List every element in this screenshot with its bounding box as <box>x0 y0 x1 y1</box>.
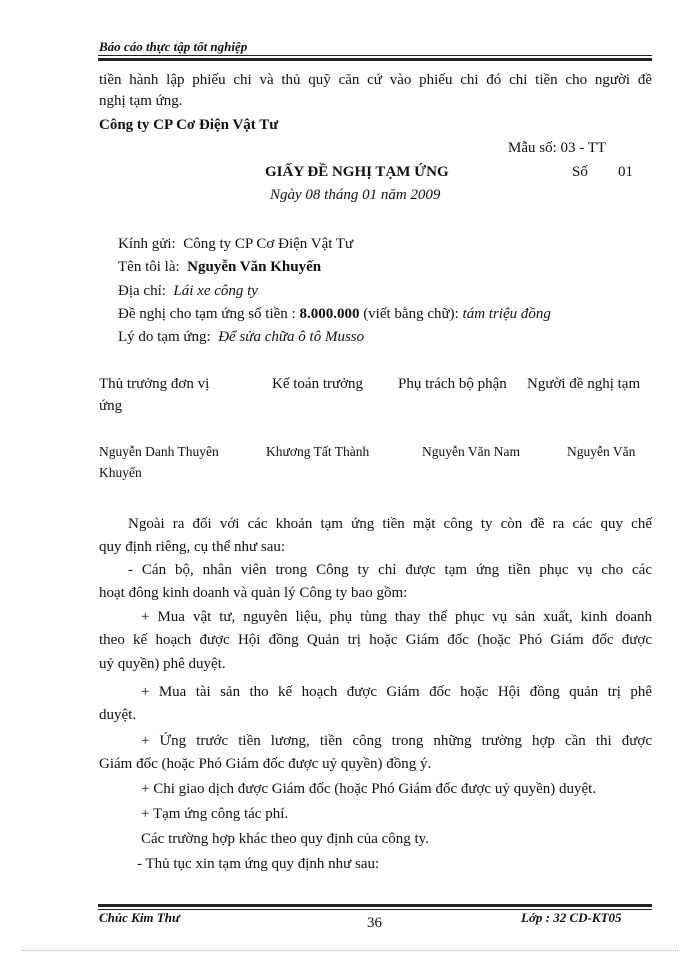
sig-name-wrap: Khuyến <box>99 465 142 480</box>
field-reason-value: Để sửa chữa ô tô Musso <box>218 329 365 345</box>
para-9: - Thủ tục xin tạm ứng quy định như sau: <box>137 856 380 872</box>
field-to-label: Kính gửi: <box>118 236 176 252</box>
sig-title-chief-accountant: Kế toán trưởng <box>272 376 364 392</box>
para-4-line-1: + Mua tài sản tho kế hoạch được Giám đốc hoặc Hội đồng quản trị phê <box>141 684 652 700</box>
field-amount-words-value: tám triệu đồng <box>462 306 551 322</box>
para-1-line-1: Ngoài ra đối với các khoản tạm ứng tiền mặt công ty còn đề ra các quy chế <box>128 516 652 532</box>
para-5-line-1: + Ứng trước tiền lương, tiền công trong những trường hợp cần thi được <box>141 733 652 749</box>
field-amount-words-label: (viết bằng chữ): <box>363 306 459 322</box>
field-name-value: Nguyễn Văn Khuyến <box>187 259 322 275</box>
field-address-value: Lái xe công ty <box>173 283 258 299</box>
page-header-title: Báo cáo thực tập tốt nghiệp <box>99 39 248 54</box>
field-name <box>118 259 321 276</box>
para-4-line-2: duyệt. <box>99 707 137 723</box>
form-title: GIẤY ĐỀ NGHỊ TẠM ỨNG <box>265 164 449 180</box>
field-to-value: Công ty CP Cơ Điện Vật Tư <box>183 236 354 252</box>
sig-title-wrap: ứng <box>99 398 123 414</box>
page-bottom-dotted-rule <box>22 950 678 951</box>
para-3-line-2: theo kế hoạch được Hội đồng Quản trị hoặc Giám đốc (hoặc Phó Giám đốc được <box>99 632 652 648</box>
footer-rule-thick <box>98 904 652 907</box>
para-6: + Chi giao dịch được Giám đốc (hoặc Phó Giám đốc được uỷ quyền) duyệt. <box>141 781 597 797</box>
sig-title-dept-head: Phụ trách bộ phận <box>398 376 507 392</box>
sig-title-requester: Người đề nghị tạm <box>527 376 641 392</box>
para-3-line-1: + Mua vật tư, nguyên liệu, phụ tùng thay thế phục vụ sản xuất, kinh doanh <box>141 609 652 625</box>
company-name: Công ty CP Cơ Điện Vật Tư <box>99 117 279 133</box>
form-date: Ngày 08 tháng 01 năm 2009 <box>270 187 441 203</box>
para-3-line-3: uỷ quyền) phê duyệt. <box>99 656 226 672</box>
field-name-label: Tên tôi là: <box>118 259 180 275</box>
sig-name-dept-head: Nguyễn Văn Nam <box>422 444 520 459</box>
field-amount-value: 8.000.000 <box>299 306 360 322</box>
sig-title-head: Thủ trưởng đơn vị <box>99 376 210 392</box>
form-code: Mẫu số: 03 - TT <box>508 140 607 156</box>
field-address <box>118 283 258 300</box>
field-amount <box>118 306 551 323</box>
para-5-line-2: Giám đốc (hoặc Phó Giám đốc được uỷ quyền) đồng ý. <box>99 756 432 772</box>
sig-name-requester: Nguyễn Văn <box>567 444 636 459</box>
footer-page-number: 36 <box>367 915 382 931</box>
field-amount-label: Đề nghị cho tạm ứng số tiền : <box>118 306 296 322</box>
field-to <box>118 236 353 253</box>
form-number-value: 01 <box>618 164 633 180</box>
form-number-label: Số <box>572 164 588 180</box>
intro-line-1: tiền hành lập phiếu chi và thủ quỹ căn cứ vào phiếu chi đó chi tiền cho người đề <box>99 72 652 88</box>
field-reason-label: Lý do tạm ứng: <box>118 329 211 345</box>
field-address-label: Địa chỉ: <box>118 283 166 299</box>
para-2-line-2: hoạt đông kinh doanh và quản lý Công ty bao gồm: <box>99 585 408 601</box>
header-rule-thin <box>98 55 652 56</box>
sig-name-chief-accountant: Khương Tất Thành <box>266 444 370 459</box>
para-7: + Tạm ứng công tác phí. <box>141 806 289 822</box>
para-1-line-2: quy định riêng, cụ thể như sau: <box>99 539 286 555</box>
sig-name-head: Nguyễn Danh Thuyên <box>99 444 219 459</box>
para-2-line-1: - Cán bộ, nhân viên trong Công ty chỉ được tạm ứng tiền phục vụ cho các <box>128 562 652 578</box>
para-8: Các trường hợp khác theo quy định của công ty. <box>141 831 429 847</box>
footer-class: Lớp : 32 CD-KT05 <box>521 910 622 925</box>
header-rule-thick <box>98 58 652 61</box>
intro-line-2: nghị tạm ứng. <box>99 93 183 109</box>
field-reason <box>118 329 364 346</box>
footer-author: Chúc Kim Thư <box>99 910 180 925</box>
